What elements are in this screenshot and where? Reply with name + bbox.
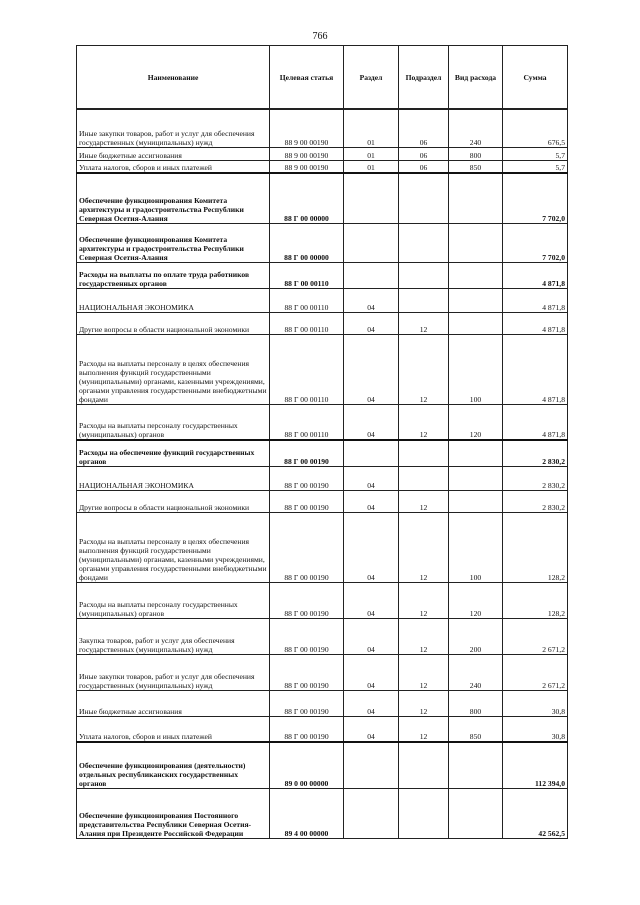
cell-subsection: 12 (399, 334, 449, 404)
cell-sum: 4 871,8 (503, 404, 568, 440)
cell-expense-type (449, 223, 503, 262)
table-row (77, 109, 568, 147)
cell-section (344, 223, 399, 262)
cell-section: 04 (344, 404, 399, 440)
cell-subsection (399, 173, 449, 223)
cell-sum: 2 830,2 (503, 466, 568, 490)
cell-name: Расходы на выплаты персоналу государственных (муниципальных) органов (77, 582, 270, 618)
cell-sum: 7 702,0 (503, 173, 568, 223)
cell-name: Другие вопросы в области национальной экономики (77, 490, 270, 512)
cell-subsection (399, 440, 449, 466)
cell-target-article: 88 Г 00 00190 (270, 466, 344, 490)
cell-section: 01 (344, 109, 399, 147)
cell-expense-type (449, 440, 503, 466)
cell-expense-type (449, 742, 503, 788)
cell-target-article: 88 Г 00 00190 (270, 654, 344, 690)
cell-section: 04 (344, 466, 399, 490)
cell-name: Расходы на выплаты персоналу государственных (муниципальных) органов (77, 404, 270, 440)
cell-section (344, 440, 399, 466)
cell-subsection (399, 262, 449, 288)
table-row (77, 788, 568, 838)
table-row (77, 262, 568, 288)
table-row (77, 618, 568, 654)
cell-section (344, 742, 399, 788)
table-row (77, 312, 568, 334)
table-row (77, 404, 568, 440)
cell-section: 04 (344, 582, 399, 618)
cell-subsection: 12 (399, 618, 449, 654)
cell-target-article: 88 Г 00 00190 (270, 440, 344, 466)
cell-sum: 5,7 (503, 147, 568, 160)
table-row (77, 690, 568, 716)
header-section: Раздел (344, 46, 399, 110)
cell-subsection: 12 (399, 312, 449, 334)
cell-expense-type: 100 (449, 512, 503, 582)
cell-target-article: 88 9 00 00190 (270, 160, 344, 173)
cell-name: Уплата налогов, сборов и иных платежей (77, 160, 270, 173)
cell-name: Обеспечение функционирования Комитета архитектуры и градостроительства Республики Северная Осетия-Алания (77, 223, 270, 262)
table-row (77, 466, 568, 490)
cell-sum: 4 871,8 (503, 312, 568, 334)
cell-sum: 7 702,0 (503, 223, 568, 262)
cell-expense-type: 850 (449, 160, 503, 173)
cell-target-article: 88 Г 00 00190 (270, 512, 344, 582)
cell-target-article: 88 Г 00 00000 (270, 223, 344, 262)
cell-target-article: 88 Г 00 00000 (270, 173, 344, 223)
table-row (77, 334, 568, 404)
table-row (77, 582, 568, 618)
cell-subsection: 12 (399, 690, 449, 716)
header-target-article: Целевая статья (270, 46, 344, 110)
cell-target-article: 88 Г 00 00190 (270, 490, 344, 512)
cell-sum: 4 871,8 (503, 334, 568, 404)
table-row (77, 160, 568, 173)
cell-name: Закупка товаров, работ и услуг для обеспечения государственных (муниципальных) нужд (77, 618, 270, 654)
cell-target-article: 88 Г 00 00110 (270, 262, 344, 288)
cell-expense-type: 800 (449, 147, 503, 160)
cell-name: Расходы на выплаты персоналу в целях обеспечения выполнения функций государственными (муниципальными) органами, казенными учреждениями, органами управления государственными внебюджетными фондами (77, 334, 270, 404)
header-sum: Сумма (503, 46, 568, 110)
cell-subsection: 12 (399, 654, 449, 690)
budget-table (76, 45, 568, 839)
table-row (77, 654, 568, 690)
cell-expense-type (449, 490, 503, 512)
cell-target-article: 88 Г 00 00110 (270, 312, 344, 334)
cell-subsection (399, 288, 449, 312)
cell-target-article: 89 0 00 00000 (270, 742, 344, 788)
cell-name: Другие вопросы в области национальной экономики (77, 312, 270, 334)
cell-target-article: 89 4 00 00000 (270, 788, 344, 838)
cell-sum: 30,8 (503, 716, 568, 742)
table-row (77, 173, 568, 223)
cell-expense-type: 200 (449, 618, 503, 654)
cell-target-article: 88 Г 00 00190 (270, 618, 344, 654)
header-expense-type: Вид расхода (449, 46, 503, 110)
cell-subsection: 12 (399, 582, 449, 618)
cell-name: Расходы на обеспечение функций государственных органов (77, 440, 270, 466)
cell-section (344, 262, 399, 288)
cell-expense-type (449, 262, 503, 288)
cell-expense-type: 800 (449, 690, 503, 716)
table-row (77, 742, 568, 788)
cell-subsection (399, 742, 449, 788)
header-name: Наименование (77, 46, 270, 110)
cell-subsection: 12 (399, 490, 449, 512)
cell-name: НАЦИОНАЛЬНАЯ ЭКОНОМИКА (77, 466, 270, 490)
cell-expense-type (449, 788, 503, 838)
cell-expense-type (449, 312, 503, 334)
cell-subsection: 06 (399, 160, 449, 173)
cell-name: Обеспечение функционирования Постоянного представительства Республики Северная Осетия-Алания при Президенте Российской Федерации (77, 788, 270, 838)
cell-sum: 2 830,2 (503, 490, 568, 512)
cell-sum: 30,8 (503, 690, 568, 716)
cell-section: 04 (344, 512, 399, 582)
table-row (77, 716, 568, 742)
cell-sum: 128,2 (503, 582, 568, 618)
cell-expense-type: 850 (449, 716, 503, 742)
cell-target-article: 88 Г 00 00190 (270, 582, 344, 618)
cell-subsection: 12 (399, 716, 449, 742)
table-row (77, 147, 568, 160)
cell-section: 04 (344, 690, 399, 716)
table-row (77, 490, 568, 512)
table-row (77, 223, 568, 262)
cell-sum: 2 830,2 (503, 440, 568, 466)
cell-section (344, 173, 399, 223)
cell-section: 04 (344, 288, 399, 312)
cell-sum: 676,5 (503, 109, 568, 147)
cell-subsection: 06 (399, 109, 449, 147)
cell-subsection (399, 466, 449, 490)
cell-target-article: 88 9 00 00190 (270, 147, 344, 160)
cell-sum: 5,7 (503, 160, 568, 173)
cell-sum: 112 394,0 (503, 742, 568, 788)
cell-expense-type (449, 288, 503, 312)
cell-name: Иные бюджетные ассигнования (77, 147, 270, 160)
cell-name: НАЦИОНАЛЬНАЯ ЭКОНОМИКА (77, 288, 270, 312)
cell-sum: 2 671,2 (503, 618, 568, 654)
cell-section: 04 (344, 490, 399, 512)
cell-sum: 2 671,2 (503, 654, 568, 690)
cell-name: Иные закупки товаров, работ и услуг для обеспечения государственных (муниципальных) нужд (77, 109, 270, 147)
cell-section: 04 (344, 312, 399, 334)
cell-name: Иные бюджетные ассигнования (77, 690, 270, 716)
cell-target-article: 88 Г 00 00190 (270, 690, 344, 716)
cell-sum: 128,2 (503, 512, 568, 582)
cell-expense-type: 120 (449, 404, 503, 440)
cell-section: 01 (344, 147, 399, 160)
cell-name: Расходы на выплаты персоналу в целях обеспечения выполнения функций государственными (муниципальными) органами, казенными учреждениями, органами управления государственными внебюджетными фондами (77, 512, 270, 582)
cell-subsection: 06 (399, 147, 449, 160)
cell-sum: 4 871,8 (503, 262, 568, 288)
cell-sum: 4 871,8 (503, 288, 568, 312)
header-subsection: Подраздел (399, 46, 449, 110)
cell-subsection: 12 (399, 404, 449, 440)
cell-expense-type: 120 (449, 582, 503, 618)
cell-subsection (399, 788, 449, 838)
cell-section: 04 (344, 654, 399, 690)
cell-section: 04 (344, 334, 399, 404)
cell-section (344, 788, 399, 838)
cell-expense-type (449, 466, 503, 490)
cell-name: Расходы на выплаты по оплате труда работников государственных органов (77, 262, 270, 288)
cell-expense-type: 240 (449, 109, 503, 147)
cell-target-article: 88 Г 00 00110 (270, 334, 344, 404)
cell-expense-type: 240 (449, 654, 503, 690)
cell-target-article: 88 Г 00 00190 (270, 716, 344, 742)
page-number: 766 (312, 31, 328, 42)
table-row (77, 288, 568, 312)
table-row (77, 512, 568, 582)
cell-subsection: 12 (399, 512, 449, 582)
cell-subsection (399, 223, 449, 262)
cell-expense-type: 100 (449, 334, 503, 404)
cell-name: Иные закупки товаров, работ и услуг для обеспечения государственных (муниципальных) нужд (77, 654, 270, 690)
cell-section: 01 (344, 160, 399, 173)
cell-section: 04 (344, 618, 399, 654)
cell-target-article: 88 Г 00 00110 (270, 288, 344, 312)
cell-sum: 42 562,5 (503, 788, 568, 838)
cell-target-article: 88 Г 00 00110 (270, 404, 344, 440)
cell-section: 04 (344, 716, 399, 742)
cell-name: Обеспечение функционирования (деятельности) отдельных республиканских государственных органов (77, 742, 270, 788)
table-header-row (77, 46, 568, 110)
cell-target-article: 88 9 00 00190 (270, 109, 344, 147)
cell-name: Обеспечение функционирования Комитета архитектуры и градостроительства Республики Северная Осетия-Алания (77, 173, 270, 223)
table-row (77, 440, 568, 466)
cell-name: Уплата налогов, сборов и иных платежей (77, 716, 270, 742)
cell-expense-type (449, 173, 503, 223)
